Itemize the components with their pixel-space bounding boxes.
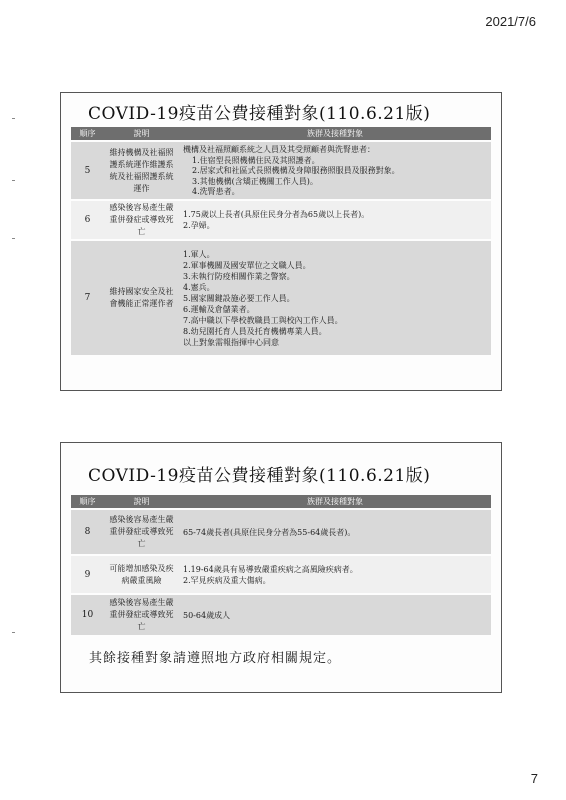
row-order: 7 [84,293,91,303]
margin-mark [12,238,15,239]
target-item: 2.軍事機關及國安單位之文職人員。 [183,260,311,270]
target-item: 4.憲兵。 [183,282,215,292]
row-order: 10 [81,610,94,620]
target-item: 1.住宿型長照機構住民及其照護者。 [192,155,320,165]
column-header-order: 順序 [79,129,96,138]
target-item: 6.運輸及倉儲業者。 [183,304,255,314]
table-row [71,142,491,199]
target-item: 65-74歲長者(具原住民身分者為55-64歲長者)。 [183,527,356,537]
target-item: 3.其他機構(含矯正機關工作人員)。 [192,176,318,186]
row-description: 感染後容易產生嚴重併發症或導致死亡 [109,598,174,631]
table-row [71,510,491,554]
row-targets [179,595,491,635]
slide-note: 其餘接種對象請遵照地方政府相關規定。 [89,651,342,666]
target-lead: 機構及社福照顧系統之人員及其受照顧者與洗腎患者： [183,145,375,155]
page-date: 2021/7/6 [485,14,536,29]
target-item: 7.高中職以下學校教職員工與校內工作人員。 [183,315,343,325]
slide-title: COVID-19疫苗公費接種對象(110.6.21版) [88,104,431,124]
page-number: 7 [530,771,538,786]
target-item: 3.未執行防疫相關作業之警察。 [183,271,295,281]
row-targets [179,241,491,355]
column-header-description: 說明 [133,497,150,506]
table-row [71,241,491,355]
column-header-target: 族群及接種對象 [307,497,363,506]
slide-2 [60,442,502,693]
target-item: 2.孕婦。 [183,221,215,230]
target-item: 8.幼兒園托育人員及托育機構專業人員。 [183,326,327,336]
slide-1 [60,92,502,391]
vaccine-table [71,495,491,635]
target-item: 以上對象需報指揮中心同意 [183,337,279,347]
row-description: 維持國家安全及社會機能正常運作者 [109,287,174,308]
table-header [71,127,491,140]
target-item: 1.19-64歲具有易導致嚴重疾病之高風險疾病者。 [183,564,358,574]
row-description: 感染後容易產生嚴重併發症或導致死亡 [109,203,174,236]
row-order: 6 [84,215,91,225]
column-header-target: 族群及接種對象 [307,129,363,138]
row-order: 5 [84,165,91,176]
target-item: 2.罕見疾病及重大傷病。 [183,575,271,585]
target-item: 5.國家關鍵設施必要工作人員。 [183,293,295,303]
row-targets [179,142,491,199]
target-item: 1.75歲以上長者(具原住民身分者為65歲以上長者)。 [183,210,370,219]
row-description: 可能增加感染及疾病嚴重風險 [109,563,174,585]
column-header-description: 說明 [133,129,150,138]
row-description: 維持機構及社福照護系統運作維護系統及社福照護系統運作 [109,147,174,193]
table-row [71,556,491,593]
target-item: 4.洗腎患者。 [192,187,240,197]
table-header [71,495,491,508]
row-description: 感染後容易產生嚴重併發症或導致死亡 [109,515,174,548]
target-item: 1.軍人。 [183,249,215,259]
target-item: 2.居家式和社區式長照機構及身障服務照服員及服務對象。 [192,166,400,176]
vaccine-table [71,127,491,355]
margin-mark [12,180,15,181]
target-item: 50-64歲成人 [183,610,231,620]
slide-title: COVID-19疫苗公費接種對象(110.6.21版) [88,466,431,486]
margin-mark [12,118,15,119]
column-header-order: 順序 [79,497,96,506]
row-order: 9 [84,569,91,580]
row-targets [179,510,491,554]
row-targets [179,556,491,593]
table-row [71,595,491,635]
margin-mark [12,632,15,633]
row-targets [179,201,491,239]
table-row [71,201,491,239]
row-order: 8 [84,527,91,537]
